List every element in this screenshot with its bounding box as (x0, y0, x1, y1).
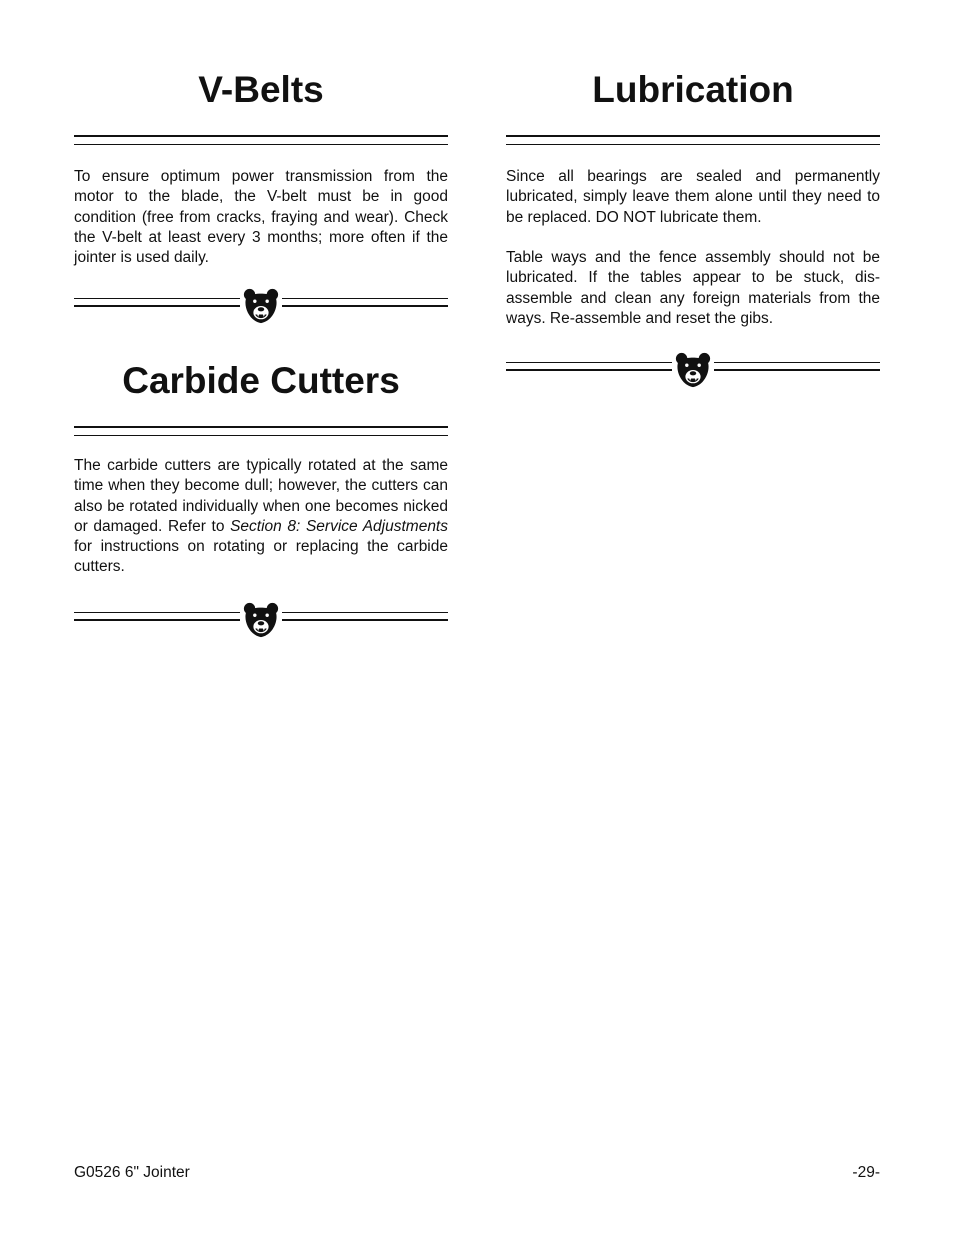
lubrication-heading-rule (506, 135, 880, 147)
page-number: -29- (852, 1164, 880, 1181)
carbide-body-text-end: for instructions on rotating or replacing the carbide cutters. (74, 538, 448, 576)
section-reference: Section 8: Service Adjustments (230, 517, 448, 535)
vbelts-heading-rule (74, 135, 448, 147)
vbelts-body: To ensure optimum power transmission from the motor to the blade, the V-belt must be in good condition (free from cracks, fraying and wear). Check the V-belt at least every 3 months; more often if the jointer is used daily. (74, 168, 448, 267)
lubrication-heading: Lubrication (592, 69, 794, 110)
lubrication-para-2: Table ways and the fence assembly should not be lubricated. If the tables appear to be stuck, dis-assemble and clean any foreign materials from the ways. Re-assemble and reset the gibs. (506, 249, 880, 327)
bear-head-icon (674, 351, 712, 389)
section-divider (74, 286, 448, 326)
carbide-heading-rule (74, 426, 448, 438)
section-divider (506, 350, 880, 390)
vbelts-heading: V-Belts (198, 69, 324, 110)
carbide-heading: Carbide Cutters (122, 360, 400, 401)
bear-head-icon (242, 287, 280, 325)
carbide-body (74, 456, 448, 578)
lubrication-para-1: Since all bearings are sealed and permanently lubricated, simply leave them alone until they need to be replaced. DO NOT lubricate them. (506, 168, 880, 226)
bear-head-icon (242, 601, 280, 639)
footer-model: G0526 6" Jointer (74, 1164, 190, 1181)
section-divider (74, 600, 448, 640)
carbide-body-text: The carbide cutters are typically rotated at the same time when they become dull; however, the cutters can also be rotated individually when one becomes nicked or damaged. Refer to (74, 457, 448, 535)
